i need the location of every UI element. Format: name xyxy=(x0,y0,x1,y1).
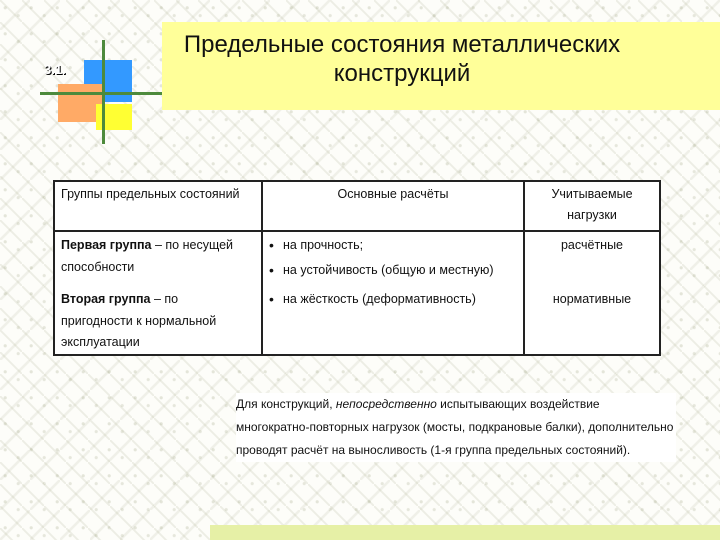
row2-group-bold: Вторая группа xyxy=(61,292,151,306)
header-groups: Группы предельных состояний xyxy=(61,187,240,201)
row1-group-line2: способности xyxy=(61,260,135,274)
note-part1: Для конструкций, xyxy=(236,397,336,411)
note-part3: испытывающих воздействие многократно-повторных нагрузок (мосты, подкрановые балки), дополнительно проводят расчёт на выносливость (1-я группа предельных состояний). xyxy=(236,397,674,457)
header-loads-line1: Учитываемые xyxy=(551,187,633,201)
header-loads-line2: нагрузки xyxy=(567,208,617,222)
table-border-bottom xyxy=(53,354,661,356)
section-number: 3.1. xyxy=(44,62,66,77)
slide-title: Предельные состояния металлических конструкций xyxy=(183,31,621,87)
table-divider-header xyxy=(53,230,661,232)
row1-calc-strength: • на прочность; xyxy=(283,235,363,256)
row2-group-line1 xyxy=(61,289,261,310)
row1-group-line1 xyxy=(61,235,261,256)
row1-calc-stability: • на устойчивость (общую и местную) xyxy=(283,260,494,281)
row2-group-line3: эксплуатации xyxy=(61,335,140,349)
header-calculations: Основные расчёты xyxy=(337,187,449,201)
fatigue-note xyxy=(236,393,676,462)
table-border-top xyxy=(53,180,661,182)
row1-group-rest: – по несущей xyxy=(151,238,234,252)
table-divider-col1 xyxy=(261,180,263,356)
table-border-right xyxy=(659,180,661,356)
bottom-bar xyxy=(210,525,720,540)
row1-group-bold: Первая группа xyxy=(61,238,152,252)
row2-loads: нормативные xyxy=(552,292,632,306)
row2-group-rest: – по xyxy=(150,292,179,306)
row1-loads: расчётные xyxy=(560,238,624,252)
row2-group-line2: пригодности к нормальной xyxy=(61,314,217,328)
decor-horizontal-line xyxy=(40,92,162,95)
table-border-left xyxy=(53,180,55,356)
limit-states-table xyxy=(53,180,661,356)
note-italic: непосредственно xyxy=(335,397,437,411)
row2-calc-stiffness: • на жёсткость (деформативность) xyxy=(283,289,476,310)
